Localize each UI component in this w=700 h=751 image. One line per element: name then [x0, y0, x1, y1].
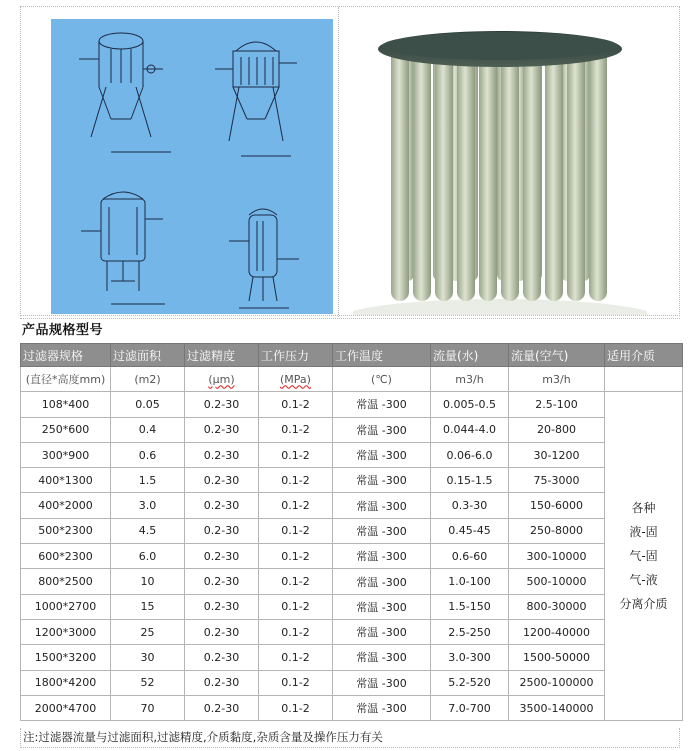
cell-pressure: 0.1-2	[259, 670, 333, 695]
media-line: 气-液	[629, 573, 658, 588]
unit-area: (m2)	[111, 367, 185, 392]
cell-precision: 0.2-30	[185, 594, 259, 619]
unit-media	[605, 367, 683, 392]
cell-temperature: 常温 -300	[333, 544, 431, 569]
cell-pressure: 0.1-2	[259, 645, 333, 670]
header-water-flow: 流量(水)	[431, 344, 509, 367]
cell-air-flow: 500-10000	[509, 569, 605, 594]
cell-area: 0.6	[111, 442, 185, 467]
cell-air-flow: 75-3000	[509, 468, 605, 493]
cell-pressure: 0.1-2	[259, 569, 333, 594]
cell-water-flow: 7.0-700	[431, 695, 509, 720]
cell-temperature: 常温 -300	[333, 518, 431, 543]
photo-divider	[338, 7, 339, 317]
cell-water-flow: 0.06-6.0	[431, 442, 509, 467]
cell-area: 30	[111, 645, 185, 670]
table-row	[21, 695, 683, 720]
filter-element-photo	[353, 19, 647, 315]
cell-precision: 0.2-30	[185, 544, 259, 569]
cell-water-flow: 0.044-4.0	[431, 417, 509, 442]
cell-pressure: 0.1-2	[259, 544, 333, 569]
cell-temperature: 常温 -300	[333, 417, 431, 442]
cell-water-flow: 1.0-100	[431, 569, 509, 594]
cell-air-flow: 150-6000	[509, 493, 605, 518]
cell-temperature: 常温 -300	[333, 670, 431, 695]
cell-pressure: 0.1-2	[259, 695, 333, 720]
cell-air-flow: 20-800	[509, 417, 605, 442]
cell-water-flow: 5.2-520	[431, 670, 509, 695]
cell-air-flow: 800-30000	[509, 594, 605, 619]
cell-temperature: 常温 -300	[333, 594, 431, 619]
table-row	[21, 417, 683, 442]
header-air-flow: 流量(空气)	[509, 344, 605, 367]
cell-water-flow: 0.005-0.5	[431, 392, 509, 417]
cell-temperature: 常温 -300	[333, 645, 431, 670]
cell-spec: 400*1300	[21, 468, 111, 493]
cell-spec: 108*400	[21, 392, 111, 417]
cell-water-flow: 0.6-60	[431, 544, 509, 569]
spec-table	[20, 343, 683, 721]
cell-pressure: 0.1-2	[259, 594, 333, 619]
cell-temperature: 常温 -300	[333, 569, 431, 594]
header-pressure: 工作压力	[259, 344, 333, 367]
filter-tube	[567, 49, 585, 301]
footnote: 注:过滤器流量与过滤面积,过滤精度,介质黏度,杂质含量及操作压力有关	[20, 728, 680, 748]
cell-temperature: 常温 -300	[333, 619, 431, 644]
cell-spec: 300*900	[21, 442, 111, 467]
cell-water-flow: 1.5-150	[431, 594, 509, 619]
cell-area: 15	[111, 594, 185, 619]
cell-spec: 800*2500	[21, 569, 111, 594]
media-line: 液-固	[629, 525, 658, 540]
unit-air-flow: m3/h	[509, 367, 605, 392]
product-photo-row	[20, 6, 680, 316]
table-row	[21, 569, 683, 594]
cell-spec: 1800*4200	[21, 670, 111, 695]
section-title: 产品规格型号	[22, 323, 104, 338]
table-row	[21, 670, 683, 695]
cell-precision: 0.2-30	[185, 392, 259, 417]
filter-tube	[545, 49, 563, 301]
unit-precision: (μm)	[185, 367, 259, 392]
table-row	[21, 442, 683, 467]
cell-air-flow: 3500-140000	[509, 695, 605, 720]
cell-precision: 0.2-30	[185, 695, 259, 720]
header-media: 适用介质	[605, 344, 683, 367]
media-line: 各种	[631, 501, 656, 516]
cell-air-flow: 1200-40000	[509, 619, 605, 644]
cell-precision: 0.2-30	[185, 468, 259, 493]
media-line: 分离介质	[619, 597, 668, 612]
cell-spec: 1500*3200	[21, 645, 111, 670]
cell-spec: 1200*3000	[21, 619, 111, 644]
unit-spec: (直径*高度mm)	[21, 367, 111, 392]
product-frame	[20, 6, 680, 746]
cell-area: 70	[111, 695, 185, 720]
header-temperature: 工作温度	[333, 344, 431, 367]
cell-area: 6.0	[111, 544, 185, 569]
media-cell	[605, 392, 683, 721]
cell-water-flow: 2.5-250	[431, 619, 509, 644]
table-row	[21, 468, 683, 493]
cell-spec: 600*2300	[21, 544, 111, 569]
filter-tube	[391, 49, 409, 301]
cell-area: 3.0	[111, 493, 185, 518]
filter-tube	[435, 49, 453, 301]
cell-pressure: 0.1-2	[259, 518, 333, 543]
cell-precision: 0.2-30	[185, 493, 259, 518]
table-row	[21, 594, 683, 619]
table-row	[21, 645, 683, 670]
unit-temperature: (℃)	[333, 367, 431, 392]
cell-spec: 500*2300	[21, 518, 111, 543]
cell-temperature: 常温 -300	[333, 695, 431, 720]
cell-pressure: 0.1-2	[259, 417, 333, 442]
header-row	[21, 344, 683, 367]
cell-precision: 0.2-30	[185, 619, 259, 644]
cell-pressure: 0.1-2	[259, 493, 333, 518]
filter-tube	[589, 49, 607, 301]
cell-air-flow: 300-10000	[509, 544, 605, 569]
cell-precision: 0.2-30	[185, 518, 259, 543]
filter-tube	[479, 49, 497, 301]
cell-pressure: 0.1-2	[259, 619, 333, 644]
cell-area: 10	[111, 569, 185, 594]
cell-pressure: 0.1-2	[259, 392, 333, 417]
cell-pressure: 0.1-2	[259, 468, 333, 493]
cell-temperature: 常温 -300	[333, 468, 431, 493]
cell-air-flow: 250-8000	[509, 518, 605, 543]
cell-precision: 0.2-30	[185, 645, 259, 670]
units-row	[21, 367, 683, 392]
cell-spec: 250*600	[21, 417, 111, 442]
filter-tube	[523, 49, 541, 301]
cell-area: 25	[111, 619, 185, 644]
cell-precision: 0.2-30	[185, 569, 259, 594]
cell-area: 4.5	[111, 518, 185, 543]
media-line: 气-固	[629, 549, 658, 564]
table-row	[21, 493, 683, 518]
cell-precision: 0.2-30	[185, 417, 259, 442]
cell-precision: 0.2-30	[185, 442, 259, 467]
filter-element-drawing	[353, 19, 647, 315]
cell-spec: 1000*2700	[21, 594, 111, 619]
filter-diagrams-drawing	[51, 19, 333, 314]
cell-temperature: 常温 -300	[333, 392, 431, 417]
header-precision: 过滤精度	[185, 344, 259, 367]
cell-pressure: 0.1-2	[259, 442, 333, 467]
filter-tube	[501, 49, 519, 301]
cell-air-flow: 30-1200	[509, 442, 605, 467]
table-row	[21, 619, 683, 644]
filter-tube	[413, 49, 431, 301]
header-spec: 过滤器规格	[21, 344, 111, 367]
cell-water-flow: 0.45-45	[431, 518, 509, 543]
cell-spec: 2000*4700	[21, 695, 111, 720]
filter-tube	[457, 49, 475, 301]
cell-area: 0.05	[111, 392, 185, 417]
cell-area: 1.5	[111, 468, 185, 493]
unit-water-flow: m3/h	[431, 367, 509, 392]
cell-water-flow: 0.3-30	[431, 493, 509, 518]
filter-diagrams-image	[51, 19, 333, 314]
cell-air-flow: 2.5-100	[509, 392, 605, 417]
unit-pressure: (MPa)	[259, 367, 333, 392]
cell-water-flow: 0.15-1.5	[431, 468, 509, 493]
cell-area: 52	[111, 670, 185, 695]
table-row	[21, 544, 683, 569]
cell-spec: 400*2000	[21, 493, 111, 518]
table-row	[21, 392, 683, 417]
cell-temperature: 常温 -300	[333, 493, 431, 518]
cell-temperature: 常温 -300	[333, 442, 431, 467]
cell-precision: 0.2-30	[185, 670, 259, 695]
cell-area: 0.4	[111, 417, 185, 442]
cell-water-flow: 3.0-300	[431, 645, 509, 670]
cell-air-flow: 1500-50000	[509, 645, 605, 670]
cell-air-flow: 2500-100000	[509, 670, 605, 695]
title-divider	[20, 318, 680, 319]
header-area: 过滤面积	[111, 344, 185, 367]
table-row	[21, 518, 683, 543]
